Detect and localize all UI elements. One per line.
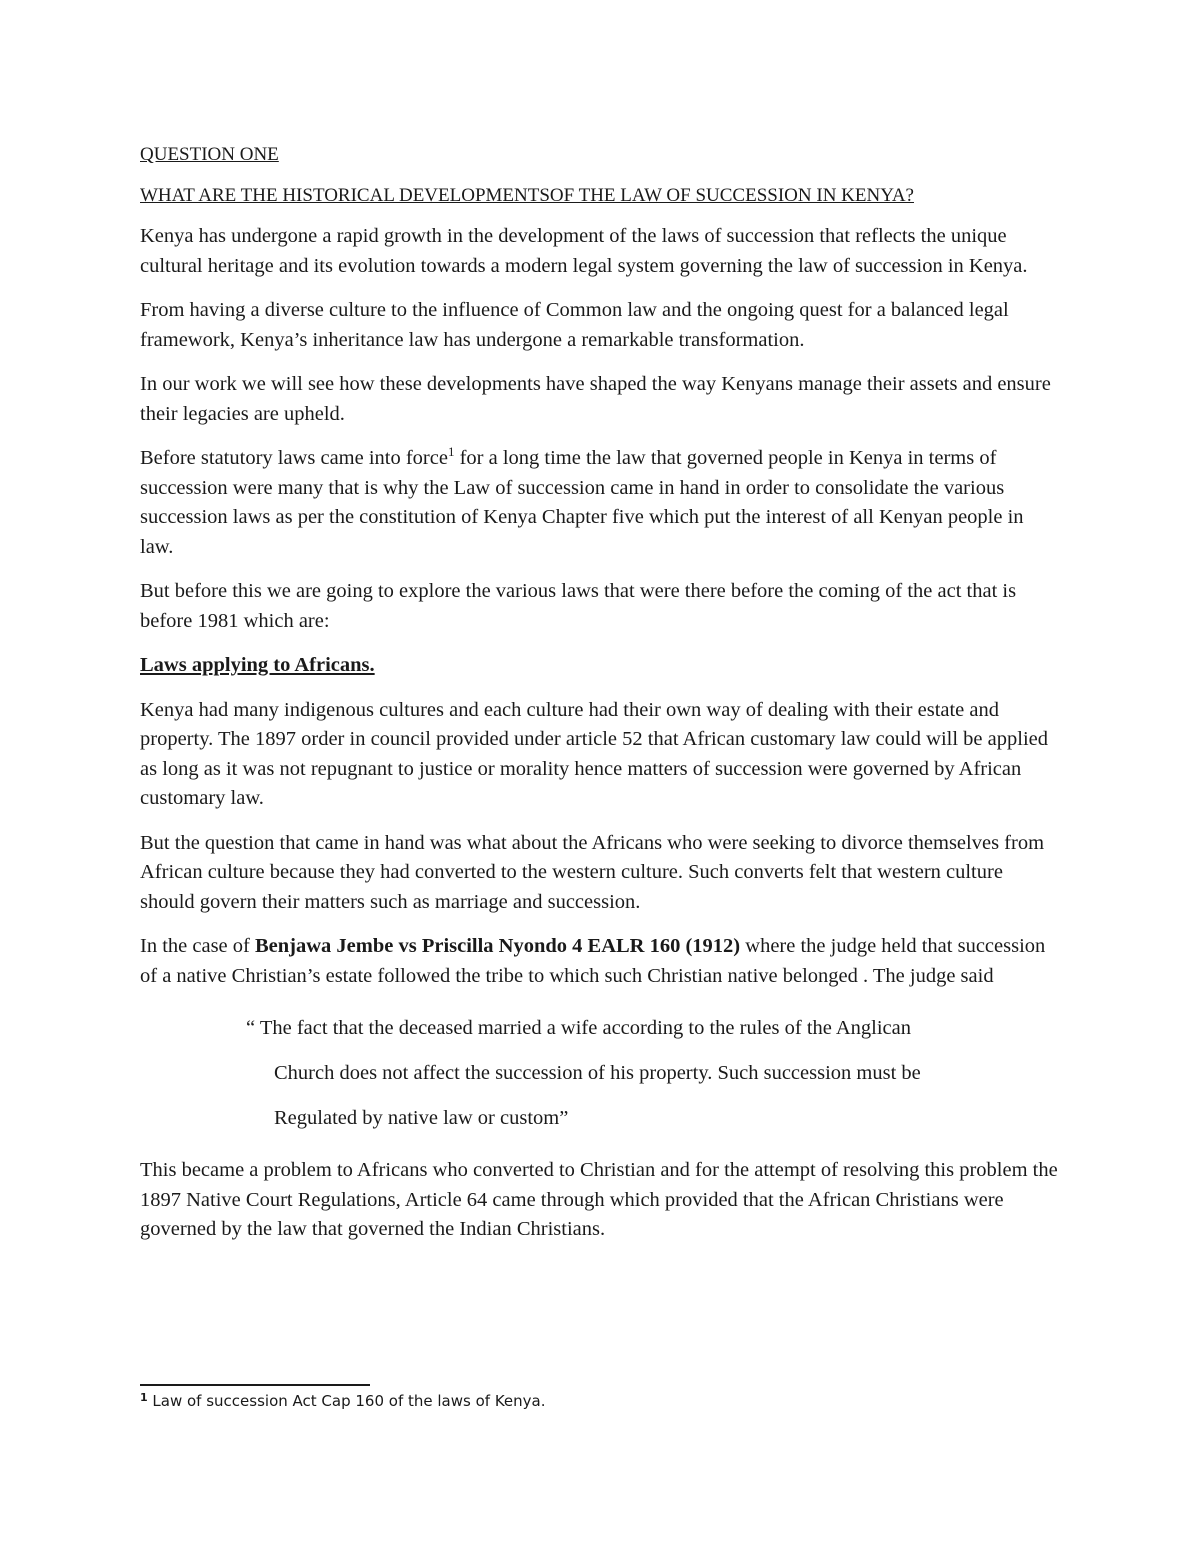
- paragraph-statutory-rest: for a long time the law that governed people in Kenya in terms of succession were many that is why the Law of succession came in hand in order to consolidate the various succession laws as per the constitution of Kenya Chapter five which put the interest of all Kenyan people in law.: [140, 447, 1024, 558]
- paragraph-intro: Kenya has undergone a rapid growth in the development of the laws of succession that reflects the unique cultural heritage and its evolution towards a modern legal system governing the law of succession in Kenya.: [140, 225, 1028, 277]
- document-page: [140, 140, 1060, 1260]
- quote-line-1: “ The fact that the deceased married a wife according to the rules of the Anglican: [246, 1017, 912, 1039]
- paragraph-case-rest: where the judge held that succession of a native Christian’s estate followed the tribe to which such Christian native belonged . The judge said: [140, 935, 1046, 987]
- quote-line-3: Regulated by native law or custom”: [274, 1107, 569, 1129]
- paragraph-indigenous: Kenya had many indigenous cultures and each culture had their own way of dealing with their estate and property. The 1897 order in council provided under article 52 that African customary law could will be applied as long as it was not repugnant to justice or morality hence matters of succession were governed by African customary law.: [140, 698, 1048, 809]
- paragraph-case-lead: In the case of: [140, 935, 255, 957]
- footnote-text: Law of succession Act Cap 160 of the laws of Kenya.: [147, 1392, 546, 1410]
- footnote: [140, 1390, 546, 1412]
- footnote-marker: 1: [140, 1391, 148, 1404]
- footnote-separator: [140, 1384, 370, 1386]
- paragraph-converts: But the question that came in hand was what about the Africans who were seeking to divorce themselves from African culture because they had converted to the western culture. Such converts felt that western culture should govern their matters such as marriage and succession.: [140, 831, 1045, 913]
- case-citation: Benjawa Jembe vs Priscilla Nyondo 4 EALR 160 (1912): [254, 935, 741, 957]
- paragraph-work: In our work we will see how these developments have shaped the way Kenyans manage their assets and ensure their legacies are upheld.: [140, 373, 1051, 425]
- section-subheading: Laws applying to Africans.: [140, 654, 375, 676]
- question-title: QUESTION ONE: [140, 144, 279, 165]
- judge-quote: [246, 1006, 1060, 1141]
- quote-line-2: Church does not affect the succession of his property. Such succession must be: [274, 1062, 921, 1084]
- question-heading: WHAT ARE THE HISTORICAL DEVELOPMENTSOF THE LAW OF SUCCESSION IN KENYA?: [140, 185, 914, 206]
- paragraph-problem: This became a problem to Africans who converted to Christian and for the attempt of resolving this problem the 1897 Native Court Regulations, Article 64 came through which provided that the African Christians were governed by the law that governed the Indian Christians.: [140, 1159, 1058, 1240]
- paragraph-case: [140, 932, 1060, 991]
- paragraph-statutory: [140, 444, 1060, 562]
- paragraph-culture: From having a diverse culture to the influence of Common law and the ongoing quest for a balanced legal framework, Kenya’s inheritance law has undergone a remarkable transformation.: [140, 299, 1009, 351]
- paragraph-statutory-lead: Before statutory laws came into force: [140, 447, 448, 469]
- paragraph-explore: But before this we are going to explore the various laws that were there before the coming of the act that is before 1981 which are:: [140, 580, 1017, 632]
- footnote-reference[interactable]: 1: [447, 444, 455, 459]
